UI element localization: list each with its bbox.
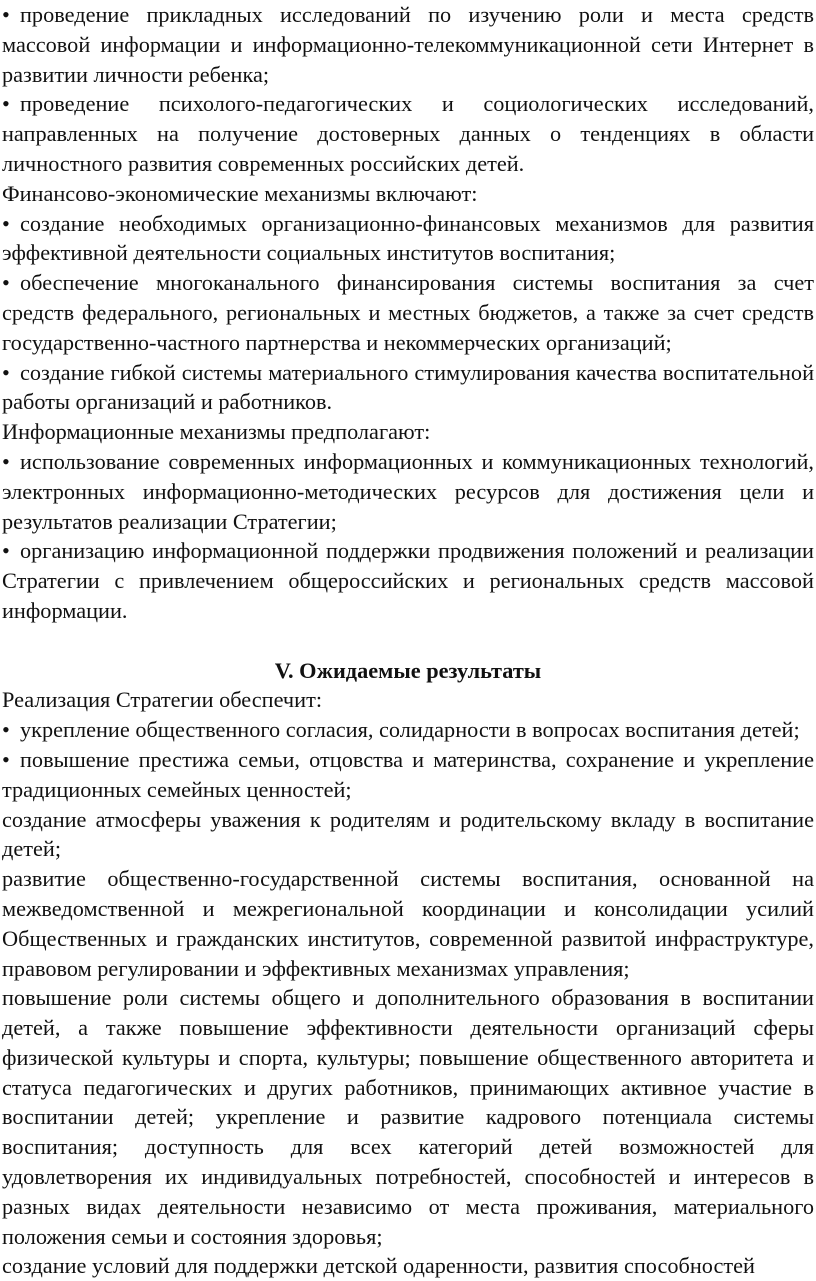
bullet-mark: •	[2, 210, 10, 236]
result-paragraph: развитие общественно-государственной системы воспитания, основанной на межведомственной и межрегиональной координации и консолидации усилий Общественных и гражданских институтов, современной развитой инфраструктуре, правовом регулировании и эффективных механизмах управления;	[2, 866, 814, 981]
bullet-mark: •	[2, 359, 10, 385]
list-item	[2, 358, 814, 418]
list-item-text: создание необходимых организационно-финансовых механизмов для развития эффективной деятельности социальных институтов воспитания;	[2, 210, 814, 266]
bullet-mark: •	[2, 717, 10, 743]
financial-intro: Финансово-экономические механизмы включают:	[2, 180, 478, 206]
list-item	[2, 0, 814, 89]
bullet-mark: •	[2, 448, 10, 474]
section-heading: V. Ожидаемые результаты	[274, 657, 542, 683]
list-item-text: организацию информационной поддержки продвижения положений и реализации Стратегии с привлечением общероссийских и региональных средств массовой информации.	[2, 538, 814, 623]
list-item	[2, 89, 814, 178]
list-item	[2, 715, 814, 745]
bullet-mark: •	[2, 538, 10, 564]
list-item	[2, 536, 814, 625]
list-item-text: укрепление общественного согласия, солидарности в вопросах воспитания детей;	[20, 717, 800, 743]
informational-intro: Информационные механизмы предполагают:	[2, 419, 431, 445]
list-item	[2, 209, 814, 269]
results-intro: Реализация Стратегии обеспечит:	[2, 687, 323, 713]
bullet-mark: •	[2, 270, 10, 296]
list-item-text: создание гибкой системы материального стимулирования качества воспитательной работы организаций и работников.	[2, 359, 814, 415]
list-item	[2, 447, 814, 536]
result-paragraph: повышение роли системы общего и дополнительного образования в воспитании детей, а также повышение эффективности деятельности организаций сферы физической культуры и спорта, культуры; повышение общественного авторитета и статуса педагогических и других работников, принимающих активное участие в воспитании детей; укрепление и развитие кадрового потенциала системы воспитания; доступность для всех категорий детей возможностей для удовлетворения их индивидуальных потребностей, способностей и интересов в разных видах деятельности независимо от места проживания, материального положения семьи и состояния здоровья;	[2, 985, 814, 1249]
result-paragraph: создание атмосферы уважения к родителям и родительскому вкладу в воспитание детей;	[2, 806, 814, 862]
list-item-text: обеспечение многоканального финансирования системы воспитания за счет средств федерального, региональных и местных бюджетов, а также за счет средств государственно-частного партнерства и некоммерческих организаций;	[2, 270, 814, 355]
list-item-text: повышение престижа семьи, отцовства и материнства, сохранение и укрепление традиционных семейных ценностей;	[2, 746, 814, 802]
result-paragraph: создание условий для поддержки детской одаренности, развития способностей	[2, 1253, 755, 1279]
bullet-mark: •	[2, 2, 10, 27]
list-item-text: проведение прикладных исследований по изучению роли и места средств массовой информации и информационно-телекоммуникационной сети Интернет в развитии личности ребенка;	[2, 2, 814, 87]
list-item	[2, 745, 814, 805]
list-item-text: проведение психолого-педагогических и социологических исследований, направленных на получение достоверных данных о тенденциях в области личностного развития современных российских детей.	[2, 91, 814, 176]
bullet-mark: •	[2, 746, 10, 772]
blank-line	[2, 626, 814, 656]
list-item-text: использование современных информационных и коммуникационных технологий, электронных информационно-методических ресурсов для достижения цели и результатов реализации Стратегии;	[2, 448, 814, 534]
list-item	[2, 268, 814, 357]
bullet-mark: •	[2, 91, 10, 117]
